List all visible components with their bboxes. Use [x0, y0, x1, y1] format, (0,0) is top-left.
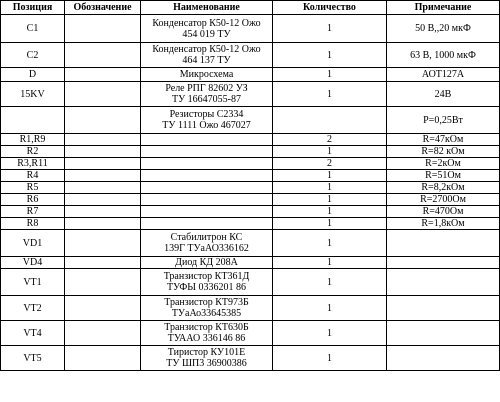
designation-cell — [65, 321, 141, 346]
name-cell — [141, 218, 273, 230]
name-cell: Микросхема — [141, 68, 273, 82]
name-cell: Реле РПГ 82602 УЗ ТУ 16647055-87 — [141, 82, 273, 107]
position-cell: R5 — [1, 182, 65, 194]
note-cell — [387, 269, 500, 296]
table-row — [1, 134, 500, 146]
position-cell: R6 — [1, 194, 65, 206]
quantity-cell: 1 — [273, 257, 387, 269]
table-row — [1, 158, 500, 170]
quantity-cell: 1 — [273, 346, 387, 371]
position-cell: R2 — [1, 146, 65, 158]
note-cell: 50 В,,20 мкФ — [387, 15, 500, 43]
table-row — [1, 68, 500, 82]
note-cell: R=51Ом — [387, 170, 500, 182]
quantity-cell: 1 — [273, 146, 387, 158]
table-row — [1, 230, 500, 257]
designation-cell — [65, 68, 141, 82]
note-cell: R=8,2кОм — [387, 182, 500, 194]
name-cell — [141, 182, 273, 194]
position-cell: VT1 — [1, 269, 65, 296]
note-cell: R=2кОм — [387, 158, 500, 170]
name-cell — [141, 146, 273, 158]
table-row — [1, 182, 500, 194]
designation-cell — [65, 107, 141, 134]
name-cell: Транзистор КТ973Б ТУаАо33645385 — [141, 296, 273, 321]
designation-cell — [65, 43, 141, 68]
quantity-cell: 2 — [273, 158, 387, 170]
note-cell: R=82 кОм — [387, 146, 500, 158]
name-cell: Транзистор КТ630Б ТУААО 336146 86 — [141, 321, 273, 346]
quantity-cell: 1 — [273, 68, 387, 82]
note-cell: R=2700Ом — [387, 194, 500, 206]
table-row — [1, 43, 500, 68]
header-row — [1, 1, 500, 15]
note-cell: R=47кОм — [387, 134, 500, 146]
designation-cell — [65, 158, 141, 170]
designation-cell — [65, 82, 141, 107]
table-row — [1, 15, 500, 43]
position-cell: D — [1, 68, 65, 82]
table-row — [1, 194, 500, 206]
name-cell: Транзистор КТ361Д ТУФЫ 0336201 86 — [141, 269, 273, 296]
name-cell: Резисторы С2334 ТУ 1111 Ожо 467027 — [141, 107, 273, 134]
designation-cell — [65, 194, 141, 206]
quantity-cell: 1 — [273, 218, 387, 230]
quantity-cell: 1 — [273, 82, 387, 107]
note-cell: 24В — [387, 82, 500, 107]
quantity-cell — [273, 107, 387, 134]
quantity-cell: 1 — [273, 269, 387, 296]
header-position: Позиция — [1, 1, 65, 15]
position-cell: C1 — [1, 15, 65, 43]
position-cell: VT4 — [1, 321, 65, 346]
table-row — [1, 269, 500, 296]
position-cell: VD4 — [1, 257, 65, 269]
designation-cell — [65, 218, 141, 230]
position-cell: VD1 — [1, 230, 65, 257]
quantity-cell: 1 — [273, 170, 387, 182]
name-cell — [141, 170, 273, 182]
quantity-cell: 1 — [273, 206, 387, 218]
name-cell — [141, 134, 273, 146]
table-row — [1, 296, 500, 321]
designation-cell — [65, 269, 141, 296]
position-cell: VT5 — [1, 346, 65, 371]
table-row — [1, 257, 500, 269]
quantity-cell: 1 — [273, 15, 387, 43]
designation-cell — [65, 170, 141, 182]
position-cell: R1,R9 — [1, 134, 65, 146]
note-cell: R=470Ом — [387, 206, 500, 218]
position-cell: C2 — [1, 43, 65, 68]
name-cell: Диод КД 208А — [141, 257, 273, 269]
designation-cell — [65, 296, 141, 321]
name-cell — [141, 206, 273, 218]
designation-cell — [65, 15, 141, 43]
note-cell — [387, 296, 500, 321]
quantity-cell: 1 — [273, 296, 387, 321]
designation-cell — [65, 346, 141, 371]
position-cell: R7 — [1, 206, 65, 218]
table-row — [1, 321, 500, 346]
name-cell: Стабилитрон КС 139Г ТУаАО336162 — [141, 230, 273, 257]
position-cell — [1, 107, 65, 134]
table-row — [1, 146, 500, 158]
position-cell: R3,R11 — [1, 158, 65, 170]
note-cell — [387, 230, 500, 257]
table-row — [1, 346, 500, 371]
note-cell: 63 В, 1000 мкФ — [387, 43, 500, 68]
position-cell: R4 — [1, 170, 65, 182]
note-cell: R=1,8кОм — [387, 218, 500, 230]
position-cell: 15KV — [1, 82, 65, 107]
table-body — [1, 15, 500, 371]
table-row — [1, 206, 500, 218]
name-cell: Конденсатор К50-12 Ожо 454 019 ТУ — [141, 15, 273, 43]
name-cell — [141, 158, 273, 170]
quantity-cell: 1 — [273, 194, 387, 206]
header-quantity: Количество — [273, 1, 387, 15]
designation-cell — [65, 146, 141, 158]
table-row — [1, 218, 500, 230]
header-note: Примечание — [387, 1, 500, 15]
table-row — [1, 107, 500, 134]
designation-cell — [65, 134, 141, 146]
note-cell — [387, 257, 500, 269]
quantity-cell: 1 — [273, 230, 387, 257]
designation-cell — [65, 182, 141, 194]
quantity-cell: 1 — [273, 43, 387, 68]
position-cell: R8 — [1, 218, 65, 230]
note-cell — [387, 346, 500, 371]
name-cell: Конденсатор К50-12 Ожо 464 137 ТУ — [141, 43, 273, 68]
header-designation: Обозначение — [65, 1, 141, 15]
name-cell — [141, 194, 273, 206]
table-row — [1, 82, 500, 107]
quantity-cell: 1 — [273, 182, 387, 194]
quantity-cell: 1 — [273, 321, 387, 346]
header-name: Наименование — [141, 1, 273, 15]
designation-cell — [65, 206, 141, 218]
note-cell — [387, 321, 500, 346]
note-cell: АОТ127А — [387, 68, 500, 82]
quantity-cell: 2 — [273, 134, 387, 146]
name-cell: Тиристор КУ101Е ТУ ШП3 36900386 — [141, 346, 273, 371]
table-row — [1, 170, 500, 182]
position-cell: VT2 — [1, 296, 65, 321]
designation-cell — [65, 257, 141, 269]
designation-cell — [65, 230, 141, 257]
note-cell: P=0,25Вт — [387, 107, 500, 134]
